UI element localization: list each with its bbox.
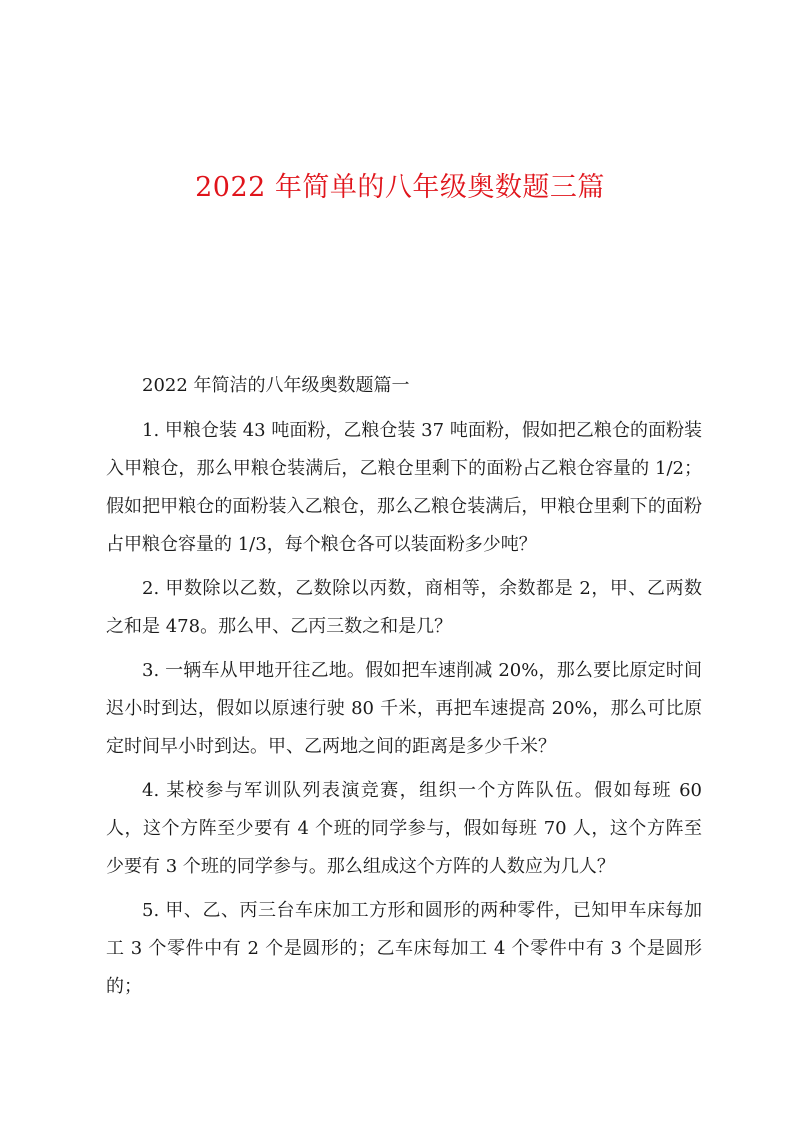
section-subtitle: 2022 年简洁的八年级奥数题篇一 [142, 375, 410, 396]
document-body [106, 367, 702, 1012]
document-title: 2022 年简单的八年级奥数题三篇 [195, 172, 605, 203]
problem-paragraph: 4. 某校参与军训队列表演竞赛，组织一个方阵队伍。假如每班 60 人，这个方阵至少要有 4 个班的同学参与，假如每班 70 人，这个方阵至少要有 3 个班的同学参与。那么组成这个方阵的人数应为几人？ [106, 780, 702, 877]
problem-paragraph: 1. 甲粮仓装 43 吨面粉，乙粮仓装 37 吨面粉，假如把乙粮仓的面粉装入甲粮仓，那么甲粮仓装满后，乙粮仓里剩下的面粉占乙粮仓容量的 1/2；假如把甲粮仓的面粉装入乙粮仓，那么乙粮仓装满后，甲粮仓里剩下的面粉占甲粮仓容量的 1/3，每个粮仓各可以装面粉多少吨？ [106, 420, 702, 555]
problem-paragraph: 5. 甲、乙、丙三台车床加工方形和圆形的两种零件，已知甲车床每加工 3 个零件中有 2 个是圆形的；乙车床每加工 4 个零件中有 3 个是圆形的； [106, 900, 702, 997]
problem-paragraph: 3. 一辆车从甲地开往乙地。假如把车速削减 20%，那么要比原定时间迟小时到达，假如以原速行驶 80 千米，再把车速提高 20%，那么可比原定时间早小时到达。甲、乙两地之间的距离是多少千米？ [106, 660, 702, 757]
problem-paragraph: 2. 甲数除以乙数，乙数除以丙数，商相等，余数都是 2，甲、乙两数之和是 478。那么甲、乙丙三数之和是几？ [106, 578, 702, 637]
